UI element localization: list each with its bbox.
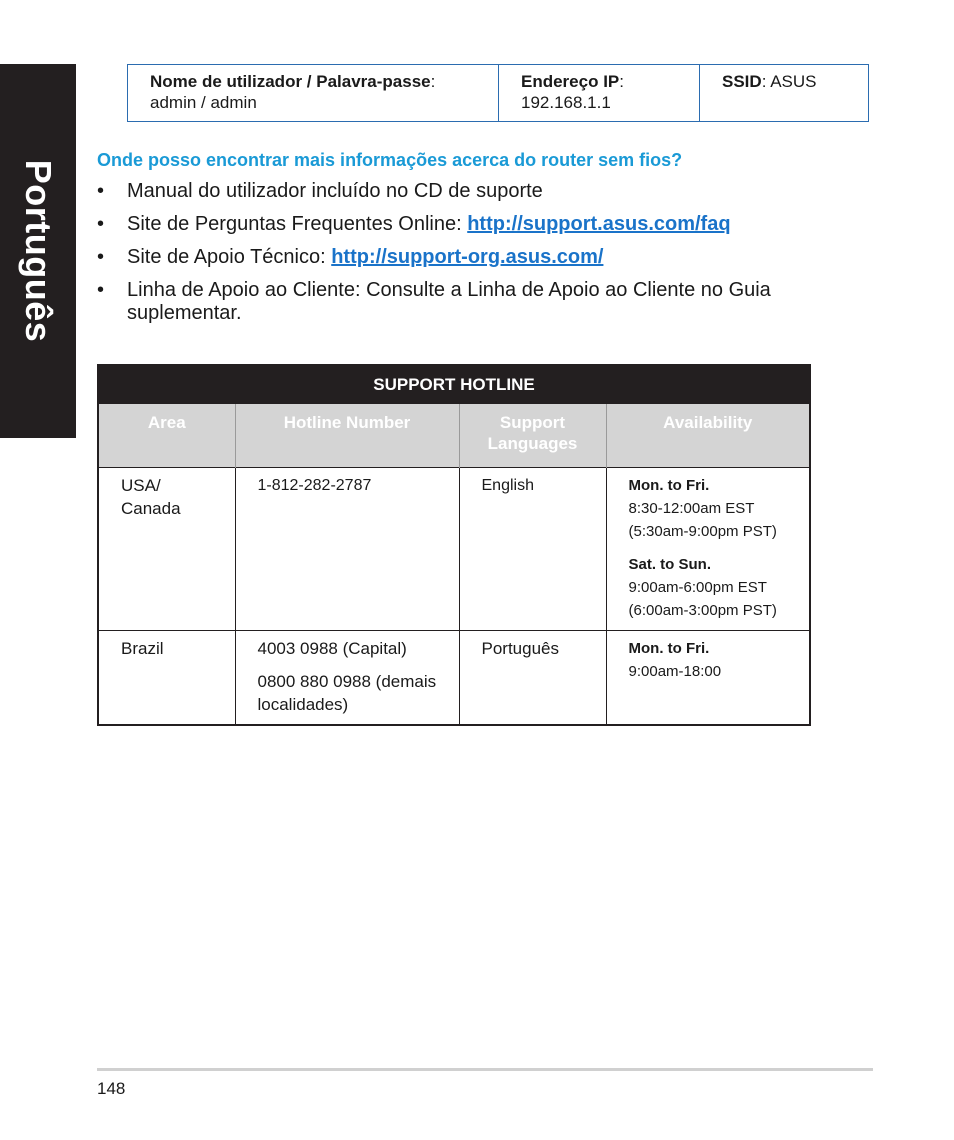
- number-cell: [235, 468, 459, 631]
- schedule-time: 9:00am-6:00pm EST: [628, 579, 767, 596]
- area-usa: USA/ Canada: [121, 476, 181, 518]
- footer-divider: [97, 1068, 873, 1071]
- login-label: Nome de utilizador / Palavra-passe: [150, 72, 431, 91]
- hotline-number: 0800 880 0988 (demais localidades): [257, 672, 437, 714]
- item-text: Site de Apoio Técnico:: [127, 246, 332, 268]
- ip-cell: Endereço IP: 192.168.1.1: [498, 65, 699, 121]
- schedule-days: Sat. to Sun.: [628, 556, 711, 573]
- area-cell: [98, 631, 235, 726]
- header-support-languages: Support Languages: [459, 404, 606, 468]
- area-brazil: Brazil: [121, 639, 164, 658]
- support-hotline-table: [97, 364, 811, 726]
- page-number: 148: [97, 1079, 126, 1098]
- support-language: English: [481, 477, 534, 494]
- faq-link[interactable]: http://support.asus.com/faq: [467, 213, 731, 235]
- item-text: Linha de Apoio ao Cliente: Consulte a Linha de Apoio ao Cliente no Guia suplementar.: [127, 279, 771, 324]
- schedule-time: (5:30am-9:00pm PST): [628, 523, 777, 540]
- area-cell: [98, 468, 235, 631]
- more-info-list: [97, 180, 857, 335]
- item-text: Manual do utilizador incluído no CD de suporte: [127, 180, 543, 202]
- schedule-days: Mon. to Fri.: [628, 640, 710, 657]
- login-cell: Nome de utilizador / Palavra-passe: admin / admin: [150, 72, 436, 112]
- ip-value: 192.168.1.1: [521, 93, 611, 112]
- bullet-icon: •: [97, 246, 105, 268]
- schedule-time: 8:30-12:00am EST: [628, 500, 755, 517]
- table-title: SUPPORT HOTLINE: [98, 365, 810, 404]
- number-cell: [235, 631, 459, 726]
- language-cell: [459, 468, 606, 631]
- availability-cell: [606, 631, 810, 726]
- ssid-value: ASUS: [770, 72, 817, 91]
- header-availability: Availability: [606, 404, 810, 468]
- hotline-number: 1-812-282-2787: [257, 477, 372, 494]
- support-link[interactable]: http://support-org.asus.com/: [331, 246, 604, 268]
- schedule-time: (6:00am-3:00pm PST): [628, 602, 777, 619]
- ssid-cell: SSID: ASUS: [699, 65, 868, 121]
- ip-label: Endereço IP: [521, 72, 620, 91]
- language-cell: [459, 631, 606, 726]
- availability-cell: [606, 468, 810, 631]
- schedule-time: 9:00am-18:00: [628, 663, 722, 680]
- table-row: [98, 631, 810, 726]
- schedule-days: Mon. to Fri.: [628, 477, 710, 494]
- table-row: [98, 468, 810, 631]
- credentials-box: [127, 64, 869, 122]
- support-language: Português: [481, 639, 559, 658]
- bullet-icon: •: [97, 279, 105, 301]
- language-side-tab: [0, 64, 76, 438]
- list-item: [97, 246, 857, 269]
- header-area: Area: [98, 404, 235, 468]
- list-item: [97, 279, 857, 325]
- more-info-heading: Onde posso encontrar mais informações acerca do router sem fios?: [97, 150, 683, 170]
- ssid-label: SSID: [722, 72, 762, 91]
- item-text: Site de Perguntas Frequentes Online:: [127, 213, 468, 235]
- header-hotline-number: Hotline Number: [235, 404, 459, 468]
- list-item: [97, 180, 857, 203]
- login-value: admin / admin: [150, 93, 257, 112]
- bullet-icon: •: [97, 213, 105, 235]
- hotline-number: 4003 0988 (Capital): [257, 639, 407, 658]
- list-item: [97, 213, 857, 236]
- side-tab-label: Português: [18, 159, 59, 343]
- bullet-icon: •: [97, 180, 105, 202]
